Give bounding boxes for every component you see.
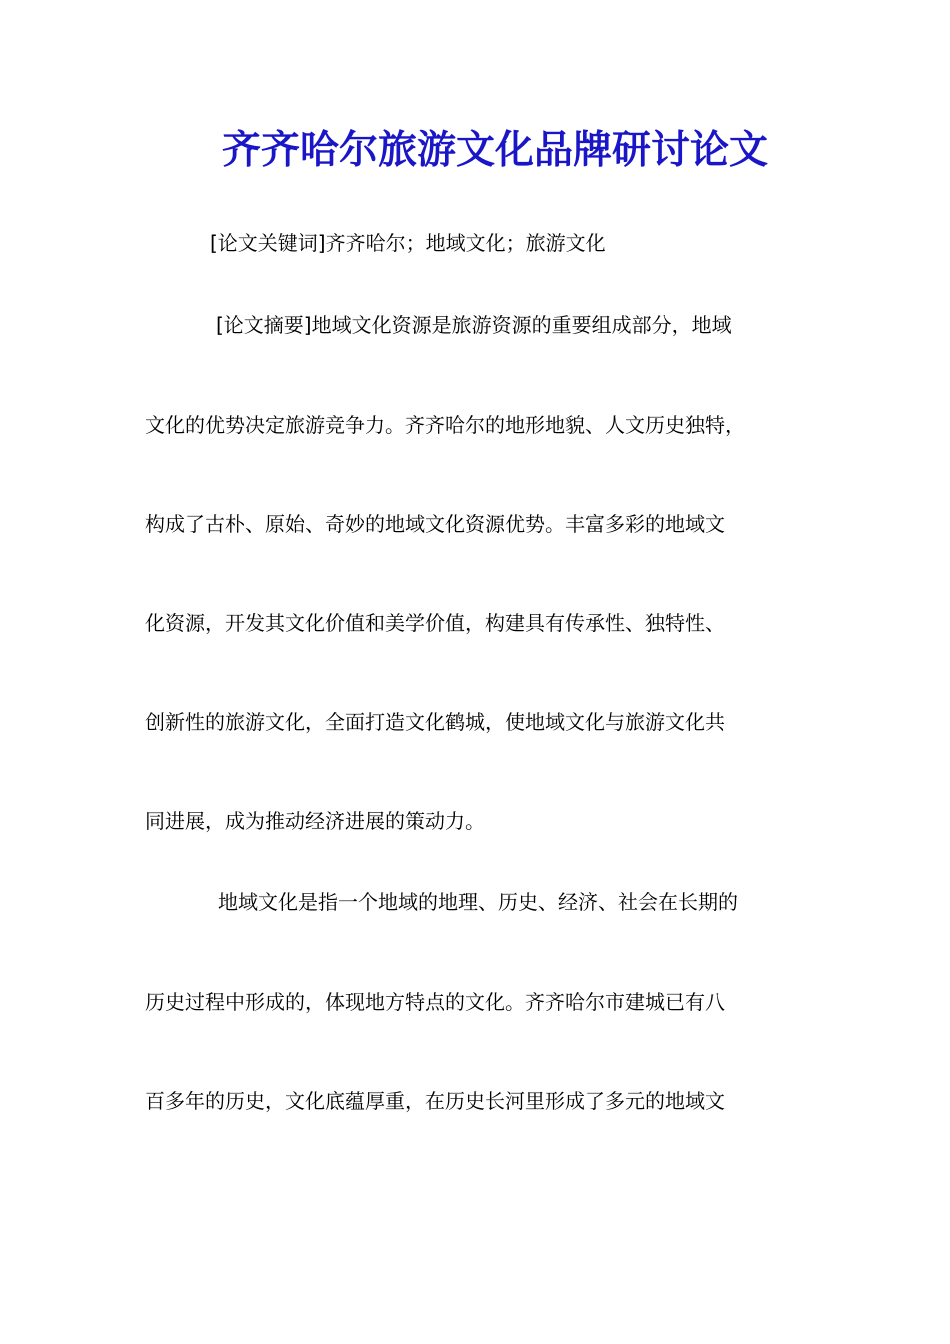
abstract-line: 创新性的旅游文化，全面打造文化鹤城，使地域文化与旅游文化共 (145, 710, 725, 734)
document-title: 齐齐哈尔旅游文化品牌研讨论文 (221, 127, 768, 173)
abstract-line: [论文摘要]地域文化资源是旅游资源的重要组成部分，地域 (216, 313, 732, 337)
keywords-line: [论文关键词]齐齐哈尔；地域文化；旅游文化 (210, 231, 606, 255)
abstract-line: 构成了古朴、原始、奇妙的地域文化资源优势。丰富多彩的地域文 (145, 512, 725, 536)
abstract-line: 同进展，成为推动经济进展的策动力。 (145, 809, 485, 833)
abstract-line: 文化的优势决定旅游竞争力。齐齐哈尔的地形地貌、人文历史独特， (145, 413, 745, 437)
abstract-line: 化资源，开发其文化价值和美学价值，构建具有传承性、独特性、 (145, 611, 725, 635)
paragraph-line: 百多年的历史，文化底蕴厚重，在历史长河里形成了多元的地域文 (145, 1089, 725, 1113)
paragraph-line: 历史过程中形成的，体现地方特点的文化。齐齐哈尔市建城已有八 (145, 990, 725, 1014)
paragraph-line: 地域文化是指一个地域的地理、历史、经济、社会在长期的 (218, 890, 738, 914)
